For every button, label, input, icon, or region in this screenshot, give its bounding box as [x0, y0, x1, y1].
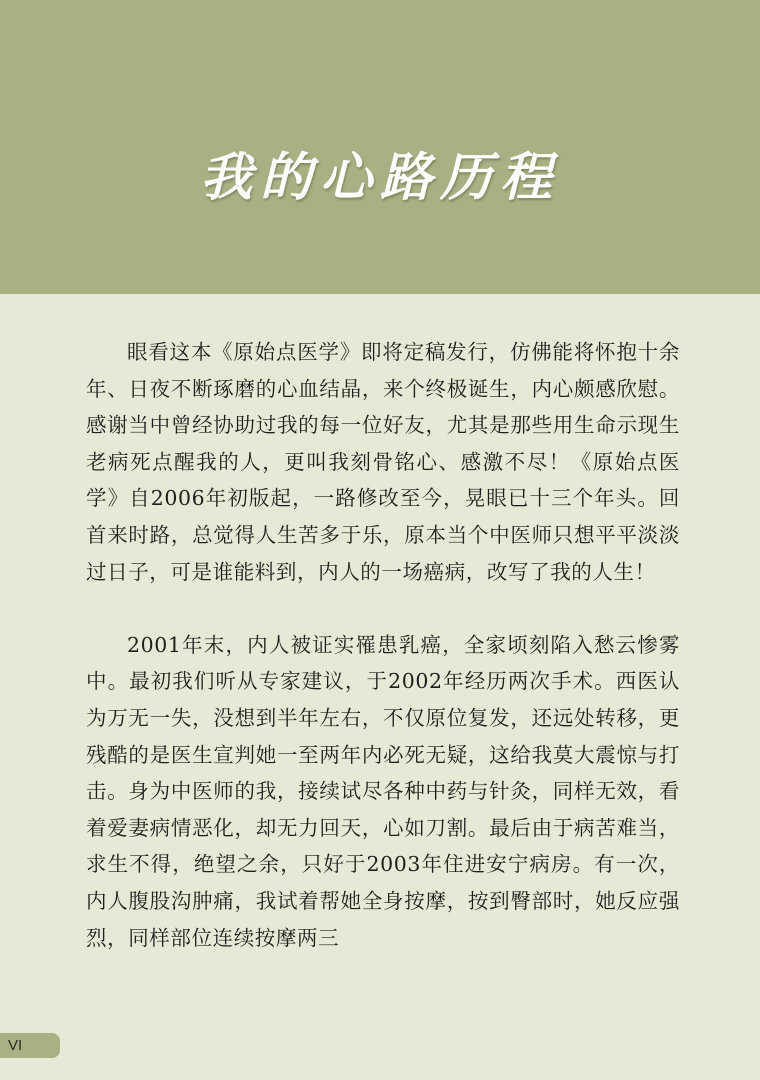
page-number: VI	[8, 1037, 23, 1054]
paragraph-2: 2001年末，内人被证实罹患乳癌，全家顷刻陷入愁云惨雾中。最初我们听从专家建议，于2002年经历两次手术。西医认为万无一失，没想到半年左右，不仅原位复发，还远处转移，更残酷的是医生宣判她一至两年内必死无疑，这给我莫大震惊与打击。身为中医师的我，接续试尽各种中药与针灸，同样无效，看着爱妻病情恶化，却无力回天，心如刀割。最后由于病苦难当，求生不得，绝望之余，只好于2003年住进安宁病房。有一次，内人腹股沟肿痛，我试着帮她全身按摩，按到臀部时，她反应强烈，同样部位连续按摩两三	[86, 632, 680, 950]
page-number-tab	[0, 1033, 60, 1058]
body-text	[86, 334, 680, 956]
paragraph-1: 眼看这本《原始点医学》即将定稿发行，仿佛能将怀抱十余年、日夜不断琢磨的心血结晶，来个终极诞生，内心颇感欣慰。感谢当中曾经协助过我的每一位好友，尤其是那些用生命示现生老病死点醒我的人，更叫我刻骨铭心、感激不尽！《原始点医学》自2006年初版起，一路修改至今，晃眼已十三个年头。回首来时路，总觉得人生苦多于乐，原本当个中医师只想平平淡淡过日子，可是谁能料到，内人的一场癌病，改写了我的人生！	[86, 340, 680, 584]
page-title: 我的心路历程	[199, 147, 560, 208]
